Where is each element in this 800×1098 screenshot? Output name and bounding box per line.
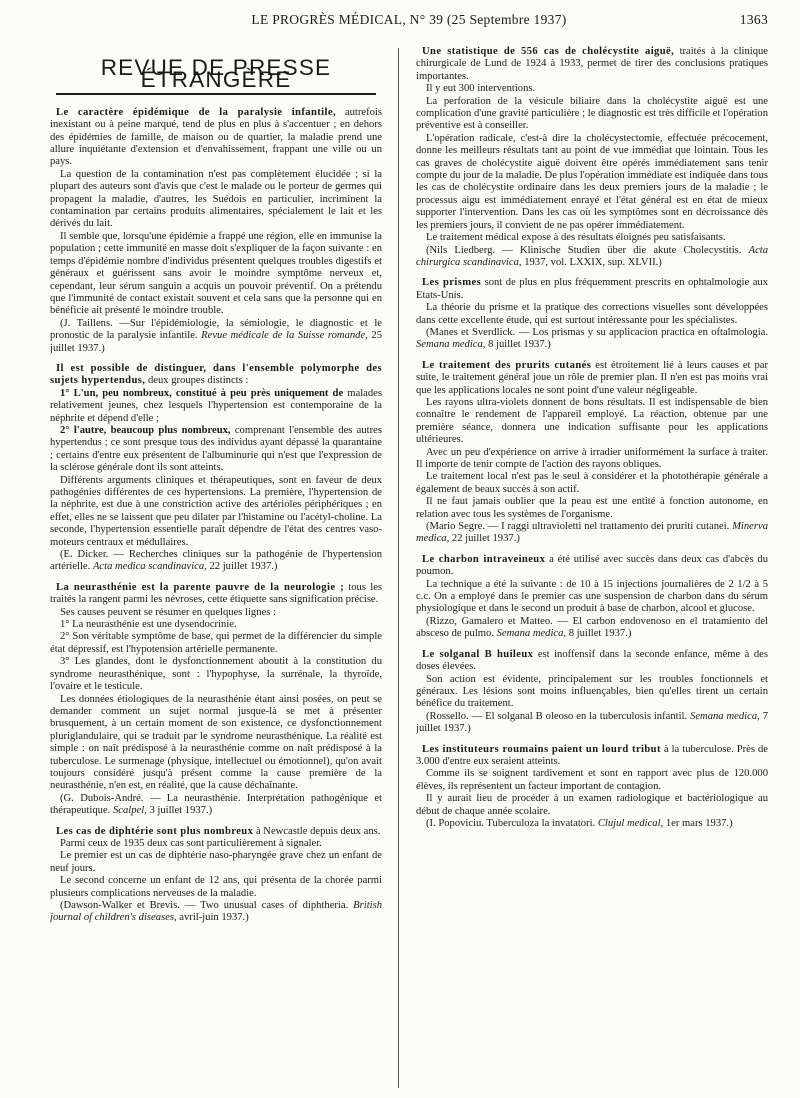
article-paragraph: Il y aurait lieu de procéder à un examen radiologique et bactériologique au début de chaque année scolaire.	[416, 793, 768, 817]
article-paragraph: Il ne faut jamais oublier que la peau est une entité à fonction autonome, en relation avec tous les systèmes de l'organisme.	[416, 496, 768, 520]
article-paragraph: Le second concerne un enfant de 12 ans, qui présenta de la chorée parmi plusieurs complications nerveuses de la maladie.	[50, 875, 382, 899]
article-paragraph: L'opération radicale, c'est-à dire la cholécystectomie, effectuée précocement, donne les meilleurs résultats tant au point de vue immédiat que lointain. Tous les cas graves de cholécystite aiguë doivent être opérés immédiatement sans tenir compte du jour de la maladie. De plus l'opération immédiate est indiquée dans tous les cas de cholécystite ordinaire dans les deux premiers jours de la maladie ; le processus aigu est immédiatement enrayé et l'état général est en état de mieux supporter l'intervention. Dans les cas où les symptômes sont en décroissance dès les premiers jours, il convient de ne pas opérer immédiatement.	[416, 132, 768, 231]
article-heading: Le solganal B huileux	[422, 648, 534, 660]
article-reference: (Mario Segre. — I raggi ultravioletti nel trattamento dei pruriti cutanei. Minerva medica, 22 juillet 1937.)	[416, 521, 768, 545]
article-charcoal: Le charbon intraveineux a été utilisé avec succès dans deux cas d'abcès du poumon. La technique a été la suivante : de 10 à 15 injections journalières de 2 1/2 à 5 c.c. On a employé dans le premier cas une suspension de charbon dans du sérum physiologique et dans le second un produit à base de charbon, alcool et glucose. (Rizzo, Gamalero et Matteo. — El carbon endovenoso en el tratamiento del absceso de pulmo. Semana medica, 8 juillet 1937.)	[416, 553, 768, 640]
article-paragraph: Ses causes peuvent se résumer en quelques lignes :	[60, 606, 276, 618]
article-cholecystitis: Une statistique de 556 cas de cholécystite aiguë, traités à la clinique chirurgicale de Lund de 1924 à 1933, permet de tirer des conclusions pratiques importantes. Il y eut 300 interventions. La perforation de la vésicule biliaire dans la cholécystite aiguë est une complication d'une gravité particulière ; le diagnostic est très difficile et l'opération préventive est à conseiller. L'opération radicale, c'est-à dire la cholécystectomie, effectuée précocement, donne les meilleurs résultats tant au point de vue immédiat que lointain. Tous les cas graves de cholécystite aiguë doivent être opérés immédiatement sans tenir compte du jour de la maladie. De plus l'opération immédiate est indiquée dans tous les cas de cholécystite ordinaire dans les deux premiers jours de la maladie ; le processus aigu est immédiatement enrayé et l'état général est en état de mieux supporter l'intervention. Dans les cas où les symptômes sont en décroissance dès les premiers jours, il convient de ne pas opérer immédiatement. Le traitement médical expose à des résultats éloignés peu satisfaisants. (Nils Liedberg. — Klinische Studien über die akute Cholecystitis. Acta chirurgica scandinavica, 1937, vol. LXXIX, sup. XLVII.)	[416, 46, 768, 268]
article-paragraph: La question de la contamination n'est pas complètement élucidée ; si la plupart des auteurs sont d'avis que c'est le malade ou le porteur de germes qui propagent la maladie, d'autres, les Suédois en particulier, incriminent la contamination par certains produits alimentaires, spécialement le lait et les dérivés du lait.	[50, 168, 382, 230]
article-reference: (G. Dubois-André. — La neurasthénie. Interprétation pathogénique et thérapeutique. Scalpel, 3 juillet 1937.)	[50, 792, 382, 817]
article-paragraph: Les rayons ultra-violets donnent de bons résultats. Il est indispensable de bien connaître le rendement de l'appareil employé. La réaction, obtenue par une première séance, donnera une indication suffisante pour les applications ultérieures.	[416, 396, 768, 446]
article-reference: (J. Taillens. —Sur l'épidémiologie, la sémiologie, le diagnostic et le pronostic de la paralysie infantile. Revue médicale de la Suisse romande, 25 juillet 1937.)	[50, 317, 382, 354]
article-reference: (I. Popoviciu. Tuberculoza la invatatori. Clujul medical, 1er mars 1937.)	[426, 817, 733, 829]
article-prisms: Les prismes sont de plus en plus fréquemment prescrits en ophtalmologie aux Etats-Unis. La théorie du prisme et la pratique des corrections visuelles sont développées dans cette excellente étude, qui est surtout intéressante pour les spécialistes. (Manes et Sverdlick. — Los prismas y su applicacion practica en oftalmologia. Semana medica, 8 juillet 1937.)	[416, 277, 768, 351]
article-paragraph: La perforation de la vésicule biliaire dans la cholécystite aiguë est une complication d'une gravité particulière ; le diagnostic est très difficile et l'opération préventive est à conseiller.	[416, 95, 768, 132]
article-reference: (Rossello. — El solganal B oleoso en la tuberculosis infantil. Semana medica, 7 juillet 1937.)	[416, 710, 768, 735]
article-paragraph: 2° Son véritable symptôme de base, qui permet de la différencier du simple état dépressif, est l'hypotension artérielle permanente.	[50, 631, 382, 655]
article-polio	[50, 107, 382, 355]
article-paragraph: 1° La neurasthénie est une dysendocrinie.	[60, 619, 237, 631]
article-reference: (Manes et Sverdlick. — Los prismas y su applicacion practica en oftalmologia. Semana medica, 8 juillet 1937.)	[416, 326, 768, 351]
article-paragraph: 3° Les glandes, dont le dysfonctionnement aboutit à la constitution du syndrome neurasthénique, sont : l'hypophyse, la surrénale, la thyroïde, l'ovaire et le testicule.	[50, 656, 382, 693]
article-prurits: Le traitement des prurits cutanés est étroitement lié à leurs causes et par suite, le traitement général joue un rôle de premier plan. Il n'en est pas moins vrai que les applications locales ne sont point d'une valeur négligeable. Les rayons ultra-violets donnent de bons résultats. Il est indispensable de bien connaître le rendement de l'appareil employé. La réaction, obtenue par une première séance, donnera une indication suffisante pour les applications ultérieures. Avec un peu d'expérience on arrive à irradier uniformément la surface à traiter. Il importe de tenir compte de l'action des rayons obliques. Le traitement local n'est pas le seul à considérer et la photothérapie générale a également de beaux succès à son actif. Il ne faut jamais oublier que la peau est une entité à fonction autonome, en relation avec tous les systèmes de l'organisme. (Mario Segre. — I raggi ultravioletti nel trattamento dei pruriti cutanei. Minerva medica, 22 juillet 1937.)	[416, 359, 768, 545]
article-paragraph: Le premier est un cas de diphtérie naso-pharyngée grave chez un enfant de neuf jours.	[50, 850, 382, 874]
article-paragraph: 2° l'autre, beaucoup plus nombreux, comprenant l'ensemble des autres hypertendus ; ce sont presque tous des individus ayant dépassé la quarantaine ; certains d'entre eux présentent de l'albuminurie qui n'est que l'expression de la sclérose générale dont ils sont atteints.	[50, 424, 382, 474]
right-column	[416, 46, 768, 1082]
article-paragraph: 1° L'un, peu nombreux, constitué à peu près uniquement de malades relativement jeunes, chez lesquels l'hypertension est contemporaine de la néphrite et dépend d'elle ;	[50, 387, 382, 424]
article-reference: (Rizzo, Gamalero et Matteo. — El carbon endovenoso en el tratamiento del absceso de pulmo. Semana medica, 8 juillet 1937.)	[416, 615, 768, 640]
article-paragraph: Avec un peu d'expérience on arrive à irradier uniformément la surface à traiter. Il importe de tenir compte de l'action des rayons obliques.	[416, 446, 768, 470]
article-paragraph: Il y eut 300 interventions.	[426, 83, 536, 95]
running-title: LE PROGRÈS MÉDICAL, N° 39 (25 Septembre 1937)	[251, 12, 567, 27]
article-diphtheria: Les cas de diphtérie sont plus nombreux à Newcastle depuis deux ans. Parmi ceux de 1935 deux cas sont particulièrement à signaler. Le premier est un cas de diphtérie naso-pharyngée grave chez un enfant de neuf jours. Le second concerne un enfant de 12 ans, qui présenta de la chorée parmi plusieurs complications nerveuses de la maladie. (Dawson-Walker et Brevis. — Two unusual cases of diphtheria. British journal of children's diseases, avril-juin 1937.)	[50, 825, 382, 924]
article-heading: Les cas de diphtérie sont plus nombreux	[56, 825, 254, 837]
column-divider	[398, 48, 399, 1088]
article-paragraph: Le traitement médical expose à des résultats éloignés peu satisfaisants.	[426, 232, 726, 244]
section-title: REVUE DE PRESSE ÉTRANGÈRE	[100, 55, 332, 93]
article-text: autrefois inexistant ou à peine marqué, tend de plus en plus à s'accentuer ; en dehors des épidémies de famille, de maison ou de quartier, la maladie prend une allure inquiétante d'extension et d'envahissement, frappant une ville ou un pays.	[50, 106, 382, 168]
running-header	[50, 12, 768, 34]
article-reference: (Nils Liedberg. — Klinische Studien über die akute Cholecystitis. Acta chirurgica scandinavica, 1937, vol. LXXIX, sup. XLVII.)	[416, 244, 768, 268]
article-heading: Le charbon intraveineux	[422, 553, 546, 565]
article-heading: Le caractère épidémique de la paralysie infantile,	[56, 106, 337, 118]
article-paragraph: La théorie du prisme et la pratique des corrections visuelles sont développées dans cette excellente étude, qui est surtout intéressante pour les spécialistes.	[416, 302, 768, 326]
title-underline	[56, 93, 376, 95]
article-solganal: Le solganal B huileux est inoffensif dans la seconde enfance, même à des doses élevées. Son action est évidente, principalement sur les troubles fonctionnels et généraux. Les lésions sont moins influençables, bien qu'elles tirent un certain bénéfice du traitement. (Rossello. — El solganal B oleoso en la tuberculosis infantil. Semana medica, 7 juillet 1937.)	[416, 648, 768, 735]
article-heading: Les prismes	[422, 277, 482, 289]
article-paragraph: Le traitement local n'est pas le seul à considérer et la photothérapie générale a également de beaux succès à son actif.	[416, 471, 768, 495]
article-paragraph: La technique a été la suivante : de 10 à 15 injections journalières de 2 1/2 à 5 c.c. On a employé dans le premier cas une suspension de charbon dans du sérum physiologique et dans le second un produit à base de charbon, alcool et glucose.	[416, 578, 768, 615]
article-heading: La neurasthénie est la parente pauvre de la neurologie ;	[56, 581, 345, 593]
article-heading: Le traitement des prurits cutanés	[422, 359, 592, 371]
article-paragraph: Son action est évidente, principalement sur les troubles fonctionnels et généraux. Les lésions sont moins influençables, bien qu'elles tirent un certain bénéfice du traitement.	[416, 673, 768, 710]
article-heading: Les instituteurs roumains paient un lourd tribut	[422, 743, 661, 755]
article-paragraph: Différents arguments cliniques et thérapeutiques, sont en faveur de deux pathogénies différentes de ces hypertensions. La première, l'hypertension de la néphrite, est due à une constriction active des artérioles périphériques ; en effet, elles ne se laissent que peu dilater par l'histamine ou l'acétyl-choline. La seconde, l'hypertension essentielle paraît dépendre de l'état des centres vaso-moteurs centraux et médullaires.	[50, 474, 382, 548]
article-teachers: Les instituteurs roumains paient un lourd tribut à la tuberculose. Près de 3.000 d'entre eux seraient atteints. Comme ils se soignent tardivement et sont en rapport avec plus de 120.000 élèves, ils représentent un facteur important de contagion. Il y aurait lieu de procéder à un examen radiologique et bactériologique au début de chaque année scolaire. (I. Popoviciu. Tuberculoza la invatatori. Clujul medical, 1er mars 1937.)	[416, 743, 768, 829]
article-paragraph: Les données étiologiques de la neurasthénie étant ainsi posées, on peut se demander comment un sujet normal jusque-là se met à présenter brusquement, à un certain moment de son existence, ce dysfonctionnement pluriglandulaire, qui se traduit par le syndrome neurasthénique. La réalité est simple : on naît prédisposé à la neurasthénie comme on naît prédisposé à la tuberculose. Le surmenage (physique, intellectuel ou émotionnel), qu'on avait toujours considéré jusqu'à présent comme la cause première de la neurasthénie, n'en est, en réalité, que la cause déchaînante.	[50, 693, 382, 792]
article-paragraph: Comme ils se soignent tardivement et sont en rapport avec plus de 120.000 élèves, ils représentent un facteur important de contagion.	[416, 768, 768, 792]
article-hypertension: Il est possible de distinguer, dans l'ensemble polymorphe des sujets hypertendus, deux groupes distincts : 1° L'un, peu nombreux, constitué à peu près uniquement de malades relativement jeunes, chez lesquels l'hypertension est contemporaine de la néphrite et dépend d'elle ; 2° l'autre, beaucoup plus nombreux, comprenant l'ensemble des autres hypertendus ; ce sont presque tous des individus ayant dépassé la quarantaine ; certains d'entre eux présentent de l'albuminurie qui n'est que l'expression de la sclérose générale dont ils sont atteints. Différents arguments cliniques et thérapeutiques, sont en faveur de deux pathogénies différentes de ces hypertensions. La première, l'hypertension de la néphrite, est due à une constriction active des artérioles périphériques ; en effet, elles ne se laissent que peu dilater par l'histamine ou l'acétyl-choline. La seconde, l'hypertension essentielle paraît dépendre de l'état des centres vaso-moteurs centraux et médullaires. (E. Dicker. — Recherches cliniques sur la pathogénie de l'hypertension artérielle. Acta medica scandinavica, 22 juillet 1937.)	[50, 362, 382, 573]
article-paragraph: Parmi ceux de 1935 deux cas sont particulièrement à signaler.	[60, 837, 322, 849]
article-paragraph: Il semble que, lorsqu'une épidémie a frappé une région, elle en immunise la population ; cette immunité en masse doit s'expliquer de la façon suivante : en temps d'épidémie nombre d'individus présentent quelques troubles digestifs et généraux et guérissent sans avoir le moindre symptôme nerveux et, cependant, leur sérum sanguin a acquis un pouvoir préventif. On a prétendu que l'immunité de contact existait souvent et cela sans que la personne qui en bénéficie ait présenté le moindre trouble.	[50, 230, 382, 317]
article-reference: (E. Dicker. — Recherches cliniques sur la pathogénie de l'hypertension artérielle. Acta medica scandinavica, 22 juillet 1937.)	[50, 549, 382, 573]
left-column	[50, 46, 382, 1082]
article-neurasthenia: La neurasthénie est la parente pauvre de la neurologie ; tous les traités la rangent parmi les névroses, cette étiquette sans signification précise. Ses causes peuvent se résumer en quelques lignes : 1° La neurasthénie est une dysendocrinie. 2° Son véritable symptôme de base, qui permet de la différencier du simple état dépressif, est l'hypotension artérielle permanente. 3° Les glandes, dont le dysfonctionnement aboutit à la constitution du syndrome neurasthénique, sont : l'hypophyse, la surrénale, la thyroïde, l'ovaire et le testicule. Les données étiologiques de la neurasthénie étant ainsi posées, on peut se demander comment un sujet normal jusque-là se met à présenter brusquement, à un certain moment de son existence, ce dysfonctionnement pluriglandulaire, qui se traduit par le syndrome neurasthénique. La réalité est simple : on naît prédisposé à la neurasthénie comme on naît prédisposé à la tuberculose. Le surmenage (physique, intellectuel ou émotionnel), qu'on avait toujours considéré jusqu'à présent comme la cause première de la neurasthénie, n'en est, en réalité, que la cause déchaînante. (G. Dubois-André. — La neurasthénie. Interprétation pathogénique et thérapeutique. Scalpel, 3 juillet 1937.)	[50, 581, 382, 817]
article-heading: Une statistique de 556 cas de cholécystite aiguë,	[422, 46, 675, 57]
article-heading: Il est possible de distinguer, dans l'ensemble polymorphe des sujets hypertendus,	[50, 362, 382, 387]
page-number: 1363	[739, 12, 768, 27]
article-reference: (Dawson-Walker et Brevis. — Two unusual cases of diphtheria. British journal of children's diseases, avril-juin 1937.)	[50, 900, 382, 924]
